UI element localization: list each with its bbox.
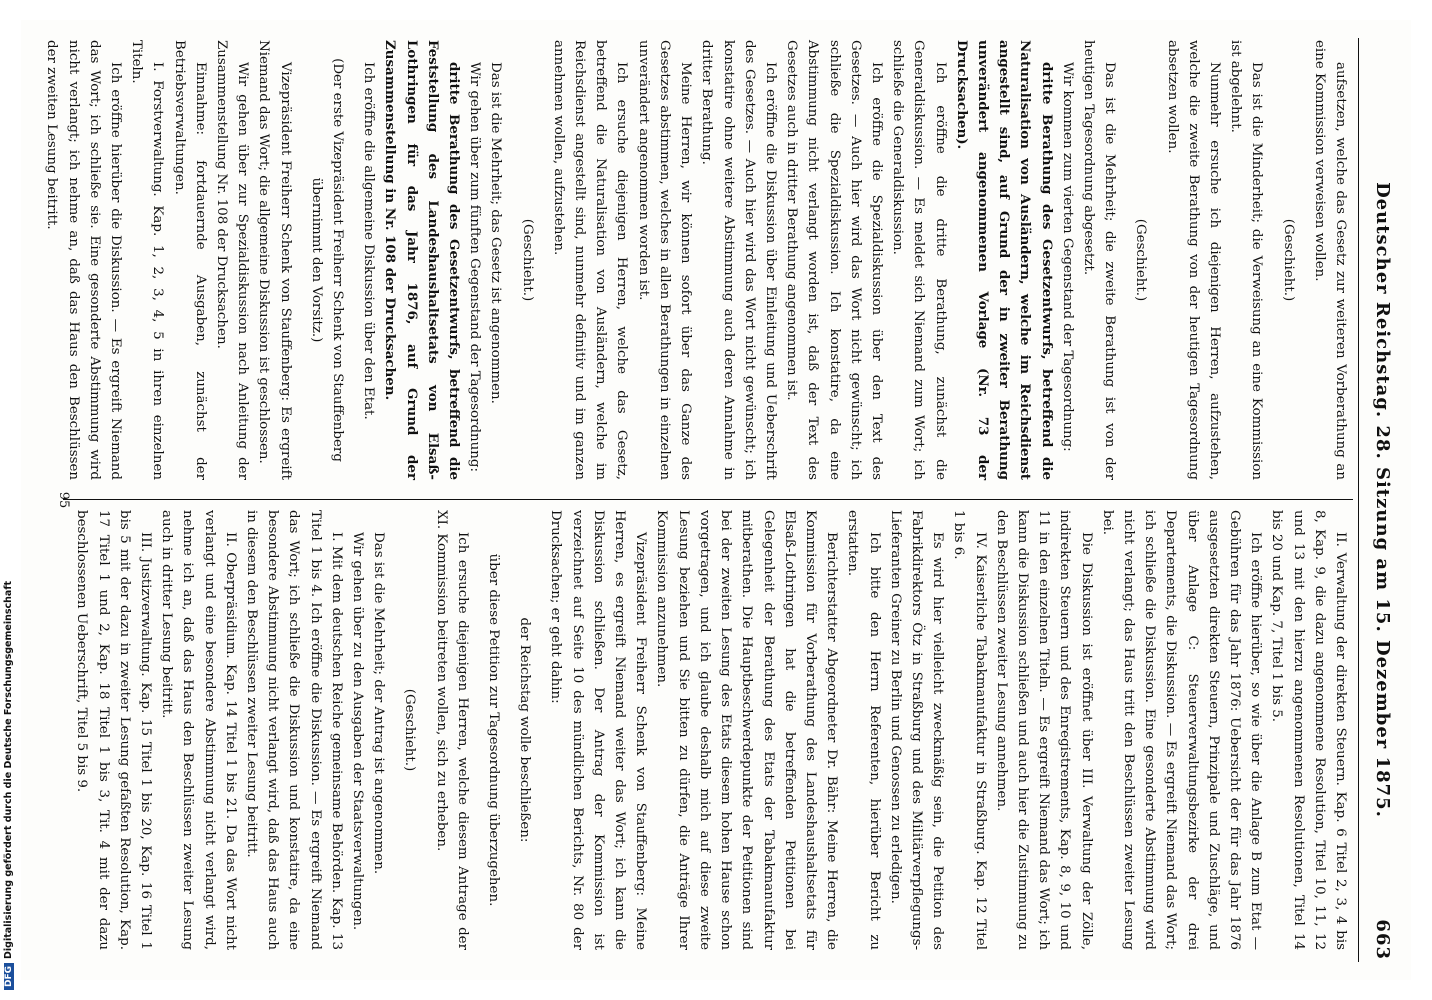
paragraph: Ich eröffne die Spezialdiskussion über den Text des Gesetzes. — Auch hier wird das Wort nicht gewünscht; ich schließe die Spezialdiskussion. Ich konstatire, da eine Abstimmung nicht verlangt worden ist, daß der Text des Gesetzes auch in dritter Berathung angenommen ist. <box>784 40 884 480</box>
paragraph: Ich eröffne die Diskussion über Einleitung und Ueberschrift des Gesetzes. — Auch hier wird das Wort nicht gewünscht; ich konstatire ohne weitere Abstimmung auch deren Annahme in dritter Berathung. <box>699 40 778 480</box>
paragraph: Ich ersuche diejenigen Herren, welche diesem Antrage der XI. Kommission beitreten wollen, sich zu erheben. <box>433 510 470 950</box>
paragraph: IV. Kaiserliche Tabakmanufaktur in Straßburg. Kap. 12 Titel 1 bis 6. <box>951 510 988 950</box>
paragraph: I. Mit dem deutschen Reiche gemeinsame Behörden. Kap. 13 Titel 1 bis 4. Ich eröffne die Diskussion. — Es ergreift Niemand das Wort; ich schließe die Diskussion und konstatire, da eine besondere Abstimmung nicht verlangt wird, daß das Haus auch in diesem den Beschlüssen zweiter Lesung beitritt. <box>244 510 344 950</box>
paragraph: Es wird hier vielleicht zweckmäßig sein, die Petition des Fabrikdirektors Ötz in Straßburg und des Militärverpflegungs-Lieferanten Greiner zu Berlin und Genossen zu erledigen. <box>887 510 946 950</box>
paragraph: Ich ersuche diejenigen Herren, welche das Gesetz, betreffend die Naturalisation von Ausländern, welche im Reichsdienst angestellt sind, nunmehr definitiv und im ganzen annehmen wollen, aufzustehen. <box>550 40 630 480</box>
page-number: 95 <box>56 491 71 509</box>
paragraph: Berichterstatter Abgeordneter Dr. Bähr: Meine Herren, die Kommission für Vorberathung des Landeshaushaltsetats für Elsaß-Lothringen hat die betreffenden Petitionen bei Gelegenheit der Berathung des Etats der Tabakmanufaktur mitberathen. Die Hauptbeschwerdepunkte der Petitionen sind bei der zweiten Lesung des Etats diesem hohen Hause schon vorgetragen, und ich glaube deshalb mich auf diese zweite Lesung beziehen und Sie bitten zu dürfen, die Anträge Ihrer Kommission anzunehmen. <box>654 510 840 950</box>
scanned-page <box>21 20 1411 980</box>
paragraph: (Geschieht.) <box>1133 218 1149 302</box>
paragraph: Die Diskussion ist eröffnet über III. Verwaltung der Zölle, indirekten Steuern und des Enregistrements, Kap. 8, 9, 10 und 11 in den einzelnen Titeln. — Es ergreift Niemand das Wort; ich kann die Diskussion schließen und auch hier die Zustimmung zu den Beschlüssen zweiter Lesung annehmen. <box>993 510 1094 950</box>
paragraph: (Geschieht.) <box>402 688 418 772</box>
paragraph: II. Oberpräsidium. Kap. 14 Titel 1 bis 21. Da das Wort nicht verlangt und eine besondere Abstimmung nicht verlangt wird, nehme ich an, daß das Haus den Beschlüssen zweiter Lesung auch in dritter Lesung beitritt. <box>159 510 238 950</box>
left-column <box>41 40 1351 480</box>
paragraph: Ich eröffne hierüber, so wie über die Anlage B zum Etat — Gebühren für das Jahr 1876: Uebersicht der für das Jahr 1876 ausgesetzten direkten Steuern, Prinzipale und Zuschläge, und über Anlage C: Steuerverwaltungsbezirke der drei Departements, die Diskussion. — Es ergreift Niemand das Wort; ich schließe die Diskussion. Eine gesonderte Abstimmung wird nicht verlangt; das Haus tritt den Beschlüssen zweiter Lesung bei. <box>1099 510 1264 950</box>
paragraph: Ich eröffne die allgemeine Diskussion über den Etat. <box>361 62 377 420</box>
column-rule <box>63 499 1353 500</box>
paragraph: Ich bitte den Herrn Referenten, hierüber Bericht zu erstatten. <box>845 510 882 950</box>
paragraph: (Der erste Vizepräsident Freiherr Schenk von Stauffenberg übernimmt den Vorsitz.) <box>308 58 346 462</box>
paragraph: Wir kommen zum vierten Gegenstand der Tagesordnung: <box>1059 62 1075 452</box>
agenda-item: dritte Berathung des Gesetzentwurfs, betreffend die Naturalisation von Ausländern, welche im Reichsdienst angestellt sind, auf Grund der in zweiter Berathung unverändert angenommenen Vorlage (Nr. 73 der Drucksachen). <box>953 40 1055 480</box>
right-column <box>71 510 1351 950</box>
paragraph: Das ist die Mehrheit; die zweite Berathung ist von der heutigen Tagesordnung abgesetzt. <box>1080 40 1118 480</box>
digitization-credit <box>3 581 14 990</box>
paragraph: Vizepräsident Freiherr Schenk von Stauffenberg: Meine Herren, es ergreift Niemand weiter das Wort; ich kann die Diskussion schließen. Der Antrag der Kommission ist verzeichnet auf Seite 10 des mündlichen Berichts, Nr. 80 der Drucksachen; er geht dahin: <box>548 510 649 950</box>
paragraph: Das ist die Mehrheit; der Antrag ist angenommen. <box>371 532 387 875</box>
paragraph: Meine Herren, wir können sofort über das Ganze des Gesetzes abstimmen, welches in allen Berathungen in einzelnen unverändert angenommen worden ist. <box>635 40 694 480</box>
paragraph: II. Verwaltung der direkten Steuern. Kap. 6 Titel 2, 3, 4 bis 8, Kap. 9, die dazu angenommene Resolution, Titel 10, 11, 12 und 13 mit den hierzu angenommenen Resolutionen, Titel 14 bis 20 und Kap. 7, Titel 1 bis 5. <box>1269 510 1348 950</box>
paragraph: Vizepräsident Freiherr Schenk von Stauffenberg: Es ergreift Niemand das Wort; die allgemeine Diskussion ist geschlossen. <box>256 40 293 480</box>
paragraph: aufsetzen, welche das Gesetz zur weiteren Vorberathung an eine Kommission verweisen wollen. <box>1311 40 1348 480</box>
paragraph: Das ist die Mehrheit; das Gesetz ist angenommen. <box>488 62 504 404</box>
credit-text: Digitalisierung gefördert durch die Deutsche Forschungsgemeinschaft <box>3 581 14 959</box>
paragraph: Wir gehen über zu den Ausgaben der Staatsverwaltungen. <box>350 532 366 931</box>
running-header <box>1365 20 1393 980</box>
paragraph: über diese Petition zur Tagesordnung überzugehen. <box>486 553 502 907</box>
paragraph: Wir gehen über zur Spezialdiskussion nach Anleitung der Zusammenstellung Nr. 108 der Drucksachen. <box>214 40 251 480</box>
header-title: Deutscher Reichstag. 28. Sitzung am 15. Dezember 1875. <box>1372 182 1393 818</box>
agenda-item: dritte Berathung des Gesetzentwurfs, betreffend die Feststellung des Landeshaushaltsetats von Elsaß-Lothringen für das Jahr 1876, auf Grund der Zusammenstellung in Nr. 108 der Drucksachen. <box>382 40 463 480</box>
paragraph: Nunmehr ersuche ich diejenigen Herren, aufzustehen, welche die zweite Berathung von der heutigen Tagesordnung absetzen wollen. <box>1164 40 1222 480</box>
paragraph: I. Forstverwaltung. Kap. 1, 2, 3, 4, 5 in ihren einzelnen Titeln. <box>129 40 166 480</box>
paragraph: Ich eröffne hierüber die Diskussion. — Es ergreift Niemand das Wort; ich schließe sie. Eine gesonderte Abstimmung wird nicht verlangt; ich nehme an, daß das Haus den Beschlüssen der zweiten Lesung beitritt. <box>44 40 124 480</box>
paragraph: Wir gehen über zum fünften Gegenstand der Tagesordnung: <box>467 62 483 472</box>
paragraph: Einnahme: fortdauernde Ausgaben, zunächst der Betriebsverwaltungen. <box>171 40 208 480</box>
header-rule <box>1358 38 1359 962</box>
paragraph: Das ist die Minderheit; die Verweisung an eine Kommission ist abgelehnt. <box>1228 40 1265 480</box>
paragraph: Ich eröffne die dritte Berathung, zunächst die Generaldiskussion. — Es meldet sich Niemand zum Wort; ich schließe die Generaldiskussion. <box>890 40 948 480</box>
paragraph: (Geschieht.) <box>1280 218 1296 302</box>
header-right-page: 663 <box>1372 919 1393 960</box>
dfg-logo: DFG <box>4 963 14 990</box>
paragraph: der Reichstag wolle beschließen: <box>517 617 533 843</box>
paragraph: III. Justizverwaltung. Kap. 15 Titel 1 bis 20, Kap. 16 Titel 1 bis 5 mit der dazu in zweiter Lesung gefaßten Resolution, Kap. 17 Titel 1 und 2, Kap. 18 Titel 1 bis 3, Tit. 4 mit der dazu beschlossenen Ueberschrift, Titel 5 bis 9. <box>74 510 154 950</box>
paragraph: (Geschieht.) <box>519 218 535 302</box>
